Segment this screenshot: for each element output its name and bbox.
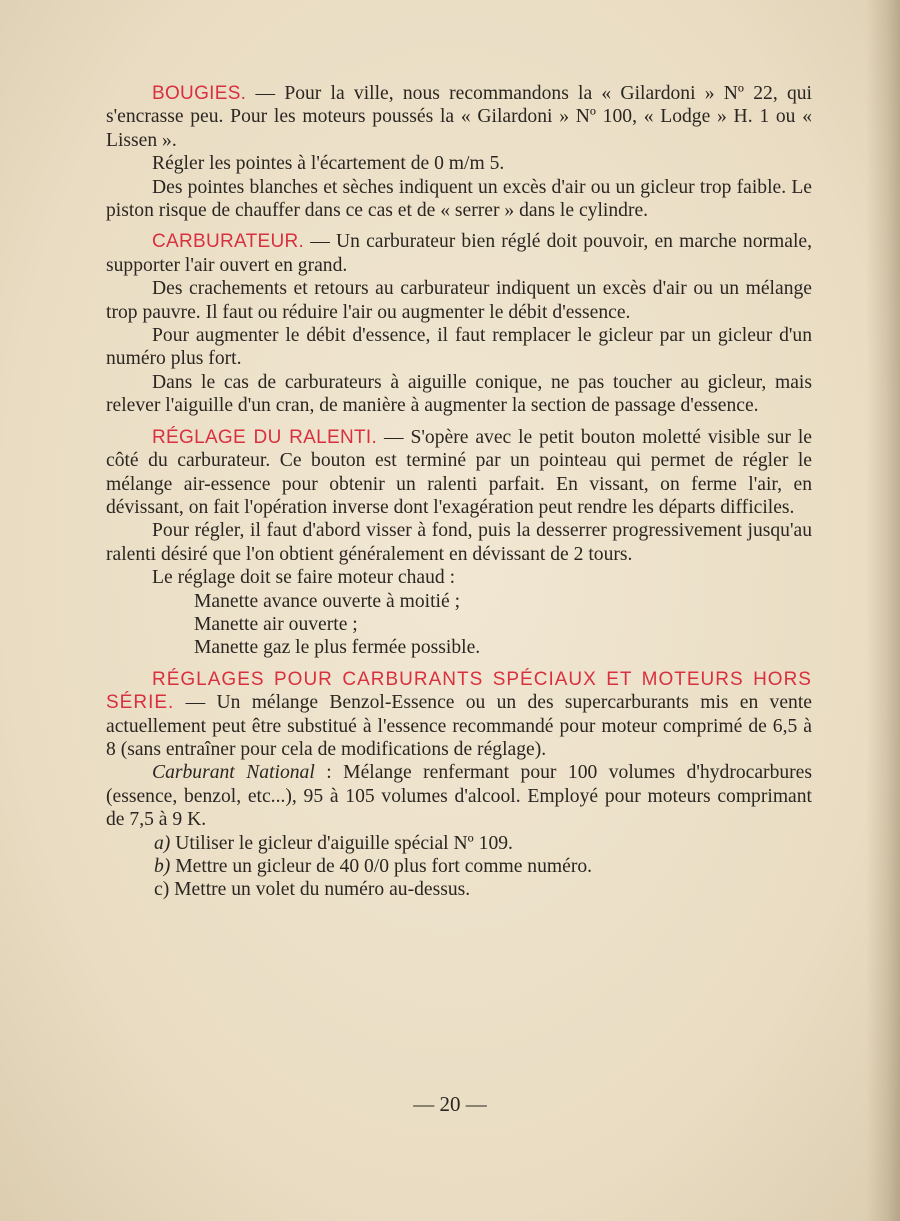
carburateur-heading: CARBURATEUR. bbox=[152, 231, 305, 253]
bougies-text: Pour la ville, nous recommandons la « Gilardoni » Nº 22, qui s'encrasse peu. Pour les moteurs poussés la « Gilardoni » Nº 100, « Lodge » H. 1 ou « Lissen ». bbox=[106, 83, 812, 151]
ralenti-paragraph: RÉGLAGE DU RALENTI. — S'opère avec le petit bouton moletté visible sur le côté du carburateur. Ce bouton est terminé par un pointeau qui permet de régler le mélange air-essence pour obtenir un ralenti parfait. En vissant, on ferme l'air, en dévissant, on fait l'opération inverse dont l'exagération peut rendre les départs difficiles. bbox=[106, 426, 812, 518]
carburateur-debit: Pour augmenter le débit d'essence, il faut remplacer le gicleur par un gicleur d'un numéro plus fort. bbox=[106, 325, 812, 370]
page-number: — 20 — bbox=[413, 1092, 487, 1116]
page-fold-shadow bbox=[866, 0, 900, 1221]
carburant-national bbox=[106, 761, 812, 831]
list-item: Manette avance ouverte à moitié ; bbox=[194, 590, 461, 612]
list-item: a) Utiliser le gicleur d'aiguille spécial Nº 109. bbox=[154, 832, 513, 854]
ralenti-regler: Pour régler, il faut d'abord visser à fond, puis la desserrer progressivement jusqu'au ralenti désiré que l'on obtient généralement en dévissant de 2 tours. bbox=[106, 520, 812, 565]
speciaux-paragraph: RÉGLAGES POUR CARBURANTS SPÉCIAUX ET MOTEURS HORS SÉRIE. — Un mélange Benzol-Essence ou un des supercarburants mis en vente actuellement peut être substitué à l'essence recommandé pour moteur comprimé de 6,5 à 8 (sans entraîner pour cela de modifications de réglage). bbox=[106, 668, 812, 760]
carburateur-crachements: Des crachements et retours au carburateur indiquent un excès d'air ou un mélange trop pauvre. Il faut ou réduire l'air ou augmenter le débit d'essence. bbox=[106, 278, 812, 323]
bougies-paragraph: BOUGIES. — Pour la ville, nous recommandons la « Gilardoni » Nº 22, qui s'encrasse peu. Pour les moteurs poussés la « Gilardoni » Nº 100, « Lodge » H. 1 ou « Lissen ». bbox=[106, 83, 812, 151]
carburant-national-label: Carburant National bbox=[152, 762, 315, 784]
list-item: b) Mettre un gicleur de 40 0/0 plus fort comme numéro. bbox=[154, 856, 593, 877]
list-item: Manette air ouverte ; bbox=[194, 613, 358, 635]
ralenti-chaud: Le réglage doit se faire moteur chaud : bbox=[152, 567, 456, 589]
bougies-heading: BOUGIES. bbox=[152, 83, 247, 104]
carburant-national-text: : Mélange renfermant pour 100 volumes d'hydrocarbures (essence, benzol, etc...), 95 à 105 volumes d'alcool. Employé pour moteurs comprimant de 7,5 à 9 K. bbox=[106, 762, 813, 831]
carburateur-text: Un carburateur bien réglé doit pouvoir, en marche normale, supporter l'air ouvert en grand. bbox=[106, 231, 812, 276]
list-item: c) Mettre un volet du numéro au-dessus. bbox=[154, 879, 471, 901]
carburateur-paragraph: CARBURATEUR. — Un carburateur bien réglé doit pouvoir, en marche normale, supporter l'air ouvert en grand. bbox=[106, 231, 812, 276]
bougies-diagnostic: Des pointes blanches et sèches indiquent un excès d'air ou un gicleur trop faible. Le piston risque de chauffer dans ce cas et de « serrer » dans le cylindre. bbox=[106, 176, 812, 222]
page-body bbox=[106, 82, 812, 902]
speciaux-heading: RÉGLAGES POUR CARBURANTS SPÉCIAUX ET MOTEURS HORS SÉRIE. bbox=[106, 668, 812, 714]
carburateur-aiguille: Dans le cas de carburateurs à aiguille conique, ne pas toucher au gicleur, mais relever l'aiguille d'un cran, de manière à augmenter la section de passage d'essence. bbox=[106, 371, 812, 417]
speciaux-text: Un mélange Benzol-Essence ou un des supercarburants mis en vente actuellement peut être substitué à l'essence recommandé pour moteur comprimé de 6,5 à 8 (sans entraîner pour cela de modifications de réglage). bbox=[106, 692, 812, 760]
list-item: Manette gaz le plus fermée possible. bbox=[194, 637, 481, 659]
ralenti-text: S'opère avec le petit bouton moletté visible sur le côté du carburateur. Ce bouton est terminé par un pointeau qui permet de régler le mélange air-essence pour obtenir un ralenti parfait. En vissant, on ferme l'air, en dévissant, on fait l'opération inverse dont l'exagération peut rendre les départs difficiles. bbox=[106, 426, 812, 518]
ralenti-heading: RÉGLAGE DU RALENTI. bbox=[152, 426, 378, 448]
bougies-pointes: Régler les pointes à l'écartement de 0 m/m 5. bbox=[152, 153, 505, 175]
